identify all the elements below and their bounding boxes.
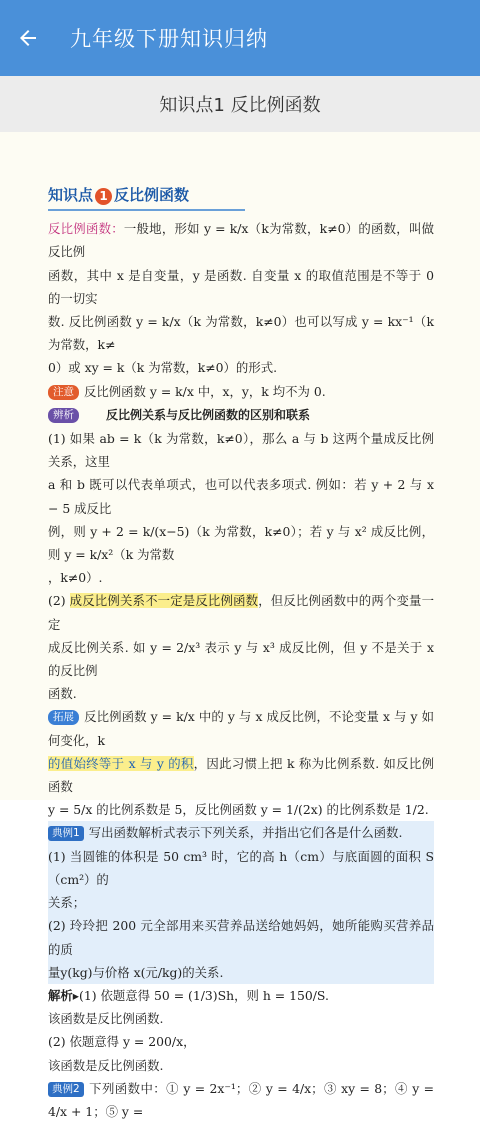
document-page[interactable] — [0, 132, 480, 1119]
solution-label: 解析▸ — [48, 987, 80, 1003]
solution-line: 该函数是反比例函数. — [48, 1011, 164, 1027]
arrow-left-icon — [16, 26, 40, 50]
extension-line: 反比例函数 y = k/x 中的 y 与 x 成反比例，不论变量 x 与 y 如何变化，k — [48, 709, 434, 748]
analysis-line: 例，则 y + 2 = k/(x−5)（k 为常数，k≠0）；若 y 与 x² 成反比例，则 y = k/x²（k 为常数 — [48, 523, 434, 563]
example-item: (2) 玲玲把 200 元全部用来买营养品送给她妈妈，她所能购买营养品的质 — [48, 918, 434, 957]
analysis2-prefix: (2) — [48, 593, 70, 609]
example1-header — [48, 821, 434, 844]
back-button[interactable] — [0, 0, 56, 76]
definition-line: 数. 反比例函数 y = k/x（k 为常数，k≠0）也可以写成 y = kx⁻¹（k 为常数，k≠ — [48, 314, 434, 353]
extension-line: y = 5/x 的比例系数是 5，反比例函数 y = 1/(2x) 的比例系数是 1/2. — [48, 802, 429, 818]
extension-line: ，因此习惯上把 k 称为比例系数. 如反比例函数 — [48, 755, 435, 795]
app-title: 九年级下册知识归纳 — [70, 27, 268, 51]
heading-prefix: 知识点 — [48, 186, 94, 204]
example1-block — [48, 821, 434, 983]
example1-tag: 典例1 — [48, 826, 84, 841]
highlighted-text: 的值始终等于 x 与 y 的积 — [48, 755, 194, 771]
example2-text: 下列函数中：① y = 2x⁻¹；② y = 4/x；③ xy = 8；④ y = 4/x + 1；⑤ y = — [48, 1080, 434, 1119]
solution-line: 该函数是反比例函数. — [48, 1057, 164, 1073]
analysis-title: 反比例关系与反比例函数的区别和联系 — [106, 407, 311, 422]
analysis-paragraph — [48, 403, 434, 706]
example1-text: 写出函数解析式表示下列关系，并指出它们各是什么函数. — [88, 825, 403, 841]
note-text: 反比例函数 y = k/x 中，x，y，k 均不为 0. — [84, 383, 326, 399]
definition-term: 反比例函数： — [48, 221, 124, 237]
knowledge-content — [48, 184, 434, 1123]
definition-line: 0）或 xy = k（k 为常数，k≠0）的形式. — [48, 360, 278, 376]
definition-line: 一般地，形如 y = k/x（k为常数，k≠0）的函数，叫做反比例 — [48, 221, 434, 260]
example-item: (1) 当圆锥的体积是 50 cm³ 时，它的高 h（cm）与底面圆的面积 S（cm²）的 — [48, 848, 434, 887]
solution-line: (1) 依题意得 50 = (1/3)Sh，则 h = 150/S. — [79, 987, 329, 1003]
analysis-line: a 和 b 既可以代表单项式，也可以代表多项式. 例如：若 y + 2 与 x − 5 成反比 — [48, 477, 434, 516]
analysis-line: 成反比例关系. 如 y = 2/x³ 表示 y 与 x³ 成反比例，但 y 不是关于 x 的反比例 — [48, 639, 434, 679]
analysis-line: (1) 如果 ab = k（k 为常数，k≠0），那么 a 与 b 这两个量成反比例关系，这里 — [48, 431, 434, 470]
highlighted-text: 成反比例关系不一定是反比例函数 — [69, 593, 259, 609]
solution-block — [48, 984, 434, 1077]
example1-items — [48, 845, 434, 984]
example2-block — [48, 1077, 434, 1123]
analysis-tag: 辨析 — [48, 408, 79, 423]
extension-paragraph — [48, 705, 434, 821]
heading-number: 1 — [95, 188, 112, 205]
example-item: 量y(kg)与价格 x(元/kg)的关系. — [48, 964, 224, 980]
app-bar — [0, 0, 480, 76]
analysis-line: ，k≠0）. — [48, 570, 103, 586]
definition-paragraph — [48, 217, 434, 379]
solution-line: (2) 依题意得 y = 200/x， — [48, 1034, 196, 1050]
knowledge-point-heading — [48, 184, 245, 211]
example2-tag: 典例2 — [48, 1082, 84, 1097]
example-item: 关系； — [48, 895, 86, 911]
section-title: 知识点1 反比例函数 — [159, 95, 321, 116]
note-tag: 注意 — [48, 385, 79, 400]
section-header — [0, 76, 480, 132]
definition-line: 函数，其中 x 是自变量，y 是函数. 自变量 x 的取值范围是不等于 0 的一切实 — [48, 267, 434, 306]
analysis-line: 函数. — [48, 686, 77, 702]
note-paragraph — [48, 380, 434, 403]
extension-tag: 拓展 — [48, 710, 79, 725]
heading-title: 反比例函数 — [114, 186, 190, 204]
analysis2-rest: ，但反比例函数中的两个变量一定 — [48, 593, 435, 632]
